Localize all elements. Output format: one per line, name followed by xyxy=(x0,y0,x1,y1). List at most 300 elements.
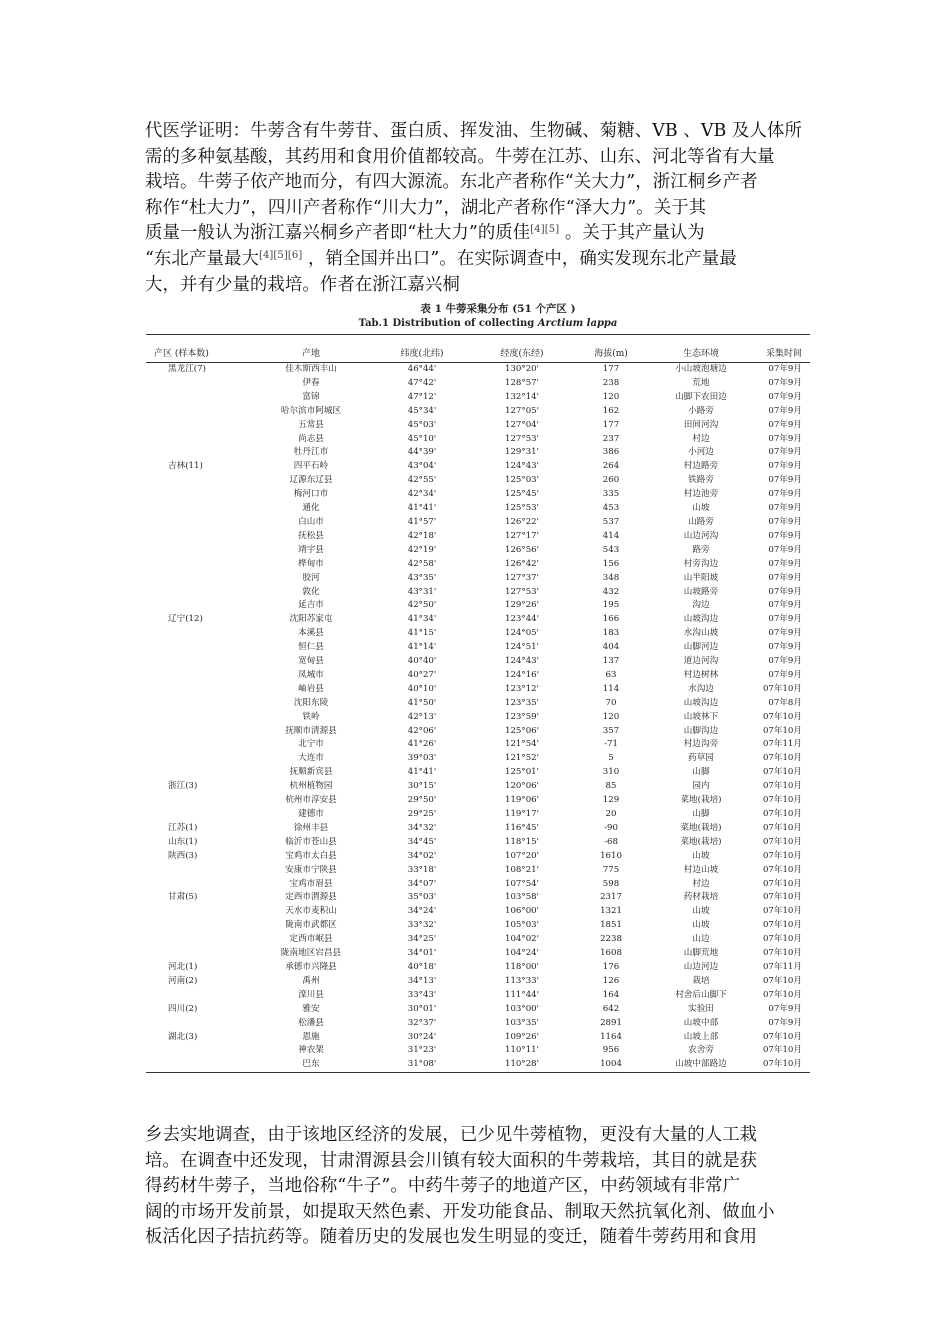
body-paragraph-top xyxy=(145,119,810,298)
cell-time: 07年9月 xyxy=(768,669,802,680)
table-caption-species: Arctium lappa xyxy=(537,318,618,329)
cell-altitude: 1851 xyxy=(600,920,622,931)
cell-altitude: 85 xyxy=(605,781,617,792)
cell-time: 07年9月 xyxy=(768,364,802,374)
cell-place: 尚志县 xyxy=(298,433,324,444)
table-header-row xyxy=(146,335,810,363)
cell-altitude: 126 xyxy=(602,975,620,986)
cell-latitude: 41°26' xyxy=(407,739,437,750)
cell-habitat: 山坡中部路边 xyxy=(675,1059,727,1070)
cell-longitude: 123°12' xyxy=(505,683,539,694)
table-row xyxy=(146,933,810,947)
cell-longitude: 123°59' xyxy=(505,711,539,722)
cell-latitude: 40°10' xyxy=(407,683,437,694)
table-row xyxy=(146,641,810,655)
cell-longitude: 130°20' xyxy=(505,364,539,374)
cell-altitude: 543 xyxy=(602,544,620,555)
cell-latitude: 32°37' xyxy=(407,1017,437,1028)
cell-habitat: 药材栽培 xyxy=(683,892,719,903)
cell-altitude: 264 xyxy=(602,461,620,472)
cell-time: 07年9月 xyxy=(768,503,802,514)
cell-latitude: 30°01' xyxy=(407,1003,437,1014)
cell-region xyxy=(146,530,251,544)
cell-place: 松潘县 xyxy=(298,1017,324,1028)
cell-time: 07年10月 xyxy=(762,822,802,833)
cell-time: 07年9月 xyxy=(768,447,802,458)
cell-longitude: 109°26' xyxy=(505,1031,539,1042)
cell-latitude: 45°34' xyxy=(407,405,437,416)
table-row xyxy=(146,1058,810,1072)
cell-region xyxy=(146,725,251,739)
text-line: 栽培。牛蒡子依产地而分，有四大源流。东北产者称作“关大力”，浙江桐乡产者 xyxy=(145,172,758,193)
cell-place: 临沂市苍山县 xyxy=(285,836,337,847)
cell-region xyxy=(146,391,251,405)
cell-latitude: 45°10' xyxy=(407,433,437,444)
table-row xyxy=(146,363,810,377)
cell-longitude: 116°45' xyxy=(505,822,539,833)
cell-latitude: 34°24' xyxy=(407,906,437,917)
cell-longitude: 127°53' xyxy=(505,586,539,597)
table-row xyxy=(146,558,810,572)
cell-altitude: 310 xyxy=(602,767,620,778)
table-row xyxy=(146,738,810,752)
cell-time: 07年10月 xyxy=(762,711,802,722)
cell-region xyxy=(146,405,251,419)
table-row xyxy=(146,446,810,460)
cell-place: 桦甸市 xyxy=(298,558,324,569)
cell-time: 07年10月 xyxy=(762,753,802,764)
table-row xyxy=(146,433,810,447)
cell-habitat: 菜地(栽培) xyxy=(680,795,722,806)
cell-region: 吉林(11) xyxy=(168,461,203,472)
cell-latitude: 42°13' xyxy=(407,711,437,722)
cell-time: 07年10月 xyxy=(762,850,802,861)
cell-longitude: 113°33' xyxy=(505,975,539,986)
table-caption-en xyxy=(166,317,810,334)
cell-time: 07年9月 xyxy=(768,628,802,639)
cell-place: 徐州丰县 xyxy=(293,822,329,833)
cell-region xyxy=(146,919,251,933)
cell-latitude: 47°42' xyxy=(407,377,437,388)
cell-longitude: 103°58' xyxy=(505,892,539,903)
cell-latitude: 45°03' xyxy=(407,419,437,430)
cell-habitat: 山坡中部 xyxy=(683,1017,719,1028)
table-row xyxy=(146,919,810,933)
citation-ref: [4][5] xyxy=(530,224,560,236)
table-row xyxy=(146,474,810,488)
cell-latitude: 42°19' xyxy=(407,544,437,555)
cell-place: 北宁市 xyxy=(298,739,324,750)
cell-time: 07年10月 xyxy=(762,836,802,847)
cell-region: 湖北(3) xyxy=(168,1031,198,1042)
cell-time: 07年11月 xyxy=(762,961,802,972)
cell-place: 梅河口市 xyxy=(293,489,329,500)
cell-habitat: 菜地(栽培) xyxy=(680,836,722,847)
cell-place: 定西市岷县 xyxy=(289,934,333,945)
text-line: 培。在调查中还发现，甘肃渭源县会川镇有较大面积的牛蒡栽培，其目的就是获 xyxy=(145,1150,758,1171)
cell-altitude: -68 xyxy=(604,836,618,847)
cell-region xyxy=(146,794,251,808)
cell-time: 07年9月 xyxy=(768,516,802,527)
table-row xyxy=(146,766,810,780)
cell-longitude: 123°35' xyxy=(505,697,539,708)
cell-region xyxy=(146,1044,251,1058)
cell-latitude: 41°57' xyxy=(407,516,437,527)
col-header-region: 产区 (样本数) xyxy=(154,349,209,359)
cell-time: 07年10月 xyxy=(762,1059,802,1070)
cell-habitat: 铁路旁 xyxy=(688,475,714,486)
cell-latitude: 30°15' xyxy=(407,781,437,792)
cell-time: 07年9月 xyxy=(768,544,802,555)
cell-region: 甘肃(5) xyxy=(168,892,198,903)
col-header-time: 采集时间 xyxy=(765,349,802,359)
cell-habitat: 小路旁 xyxy=(688,405,714,416)
cell-time: 07年10月 xyxy=(762,1045,802,1056)
cell-latitude: 34°25' xyxy=(407,934,437,945)
table-row xyxy=(146,405,810,419)
cell-longitude: 111°44' xyxy=(505,989,539,1000)
cell-region xyxy=(146,697,251,711)
cell-habitat: 村边山坡 xyxy=(683,864,719,875)
cell-region xyxy=(146,474,251,488)
cell-region: 陕西(3) xyxy=(168,850,198,861)
cell-altitude: 237 xyxy=(602,433,620,444)
cell-time: 07年10月 xyxy=(762,767,802,778)
cell-altitude: 1321 xyxy=(600,906,622,917)
table-row xyxy=(146,502,810,516)
cell-place: 佳木斯西丰山 xyxy=(285,364,337,374)
text-line: ，销全国并出口”。在实际调查中，确实发现东北产量最 xyxy=(302,248,737,269)
cell-time: 07年9月 xyxy=(768,642,802,653)
cell-time: 07年9月 xyxy=(768,433,802,444)
cell-longitude: 128°57' xyxy=(505,377,539,388)
cell-place: 滦川县 xyxy=(298,989,324,1000)
cell-region xyxy=(146,419,251,433)
table-row xyxy=(146,836,810,850)
cell-latitude: 42°18' xyxy=(407,530,437,541)
cell-longitude: 125°03' xyxy=(505,475,539,486)
cell-region: 黑龙江(7) xyxy=(168,364,206,374)
cell-latitude: 33°32' xyxy=(407,920,437,931)
cell-habitat: 村舍后山脚下 xyxy=(675,989,727,1000)
cell-time: 07年10月 xyxy=(762,892,802,903)
cell-latitude: 34°13' xyxy=(407,975,437,986)
cell-place: 宽甸县 xyxy=(298,656,324,667)
cell-habitat: 道边河沟 xyxy=(683,656,719,667)
cell-place: 陇南市武都区 xyxy=(285,920,337,931)
cell-longitude: 127°53' xyxy=(505,433,539,444)
cell-latitude: 33°18' xyxy=(407,864,437,875)
cell-longitude: 127°04' xyxy=(505,419,539,430)
cell-habitat: 山边河沟 xyxy=(683,530,719,541)
cell-region xyxy=(146,752,251,766)
citation-ref: [4][5][6] xyxy=(258,249,303,261)
cell-altitude: 956 xyxy=(602,1045,620,1056)
table-row xyxy=(146,822,810,836)
cell-longitude: 110°11' xyxy=(505,1045,539,1056)
cell-region: 山东(1) xyxy=(168,836,198,847)
cell-altitude: 114 xyxy=(602,683,620,694)
cell-longitude: 119°06' xyxy=(505,795,539,806)
cell-place: 白山市 xyxy=(298,516,324,527)
cell-altitude: -71 xyxy=(604,739,618,750)
cell-place: 富锦 xyxy=(302,391,320,402)
cell-latitude: 31°08' xyxy=(407,1059,437,1070)
cell-time: 07年9月 xyxy=(768,656,802,667)
cell-habitat: 山坡 xyxy=(692,920,710,931)
table-row xyxy=(146,961,810,975)
cell-longitude: 126°22' xyxy=(505,516,539,527)
cell-habitat: 水沟边 xyxy=(688,683,714,694)
cell-longitude: 105°03' xyxy=(505,920,539,931)
cell-latitude: 47°12' xyxy=(407,391,437,402)
cell-place: 抚松县 xyxy=(298,530,324,541)
cell-latitude: 44°39' xyxy=(407,447,437,458)
cell-time: 07年10月 xyxy=(762,795,802,806)
table-row xyxy=(146,947,810,961)
cell-latitude: 42°06' xyxy=(407,725,437,736)
cell-time: 07年10月 xyxy=(762,781,802,792)
cell-region xyxy=(146,1017,251,1031)
table-row xyxy=(146,697,810,711)
cell-longitude: 118°00' xyxy=(505,961,539,972)
table-row xyxy=(146,488,810,502)
table-row xyxy=(146,794,810,808)
cell-place: 杭州市淳安县 xyxy=(285,795,337,806)
cell-altitude: -90 xyxy=(604,822,618,833)
cell-region xyxy=(146,905,251,919)
cell-time: 07年9月 xyxy=(768,600,802,611)
cell-latitude: 41°15' xyxy=(407,628,437,639)
cell-altitude: 642 xyxy=(602,1003,620,1014)
table-row xyxy=(146,544,810,558)
cell-latitude: 40°40' xyxy=(407,656,437,667)
cell-time: 07年10月 xyxy=(762,683,802,694)
cell-time: 07年9月 xyxy=(768,405,802,416)
table-row xyxy=(146,752,810,766)
cell-time: 07年9月 xyxy=(768,489,802,500)
cell-longitude: 107°54' xyxy=(505,878,539,889)
table-row xyxy=(146,530,810,544)
cell-time: 07年9月 xyxy=(768,530,802,541)
cell-region xyxy=(146,446,251,460)
cell-longitude: 110°28' xyxy=(505,1059,539,1070)
cell-longitude: 127°17' xyxy=(505,530,539,541)
cell-place: 敦化 xyxy=(302,586,320,597)
cell-habitat: 山坡沟边 xyxy=(683,697,719,708)
cell-habitat: 实验田 xyxy=(688,1003,714,1014)
cell-place: 五常县 xyxy=(298,419,324,430)
table-row xyxy=(146,683,810,697)
table-row xyxy=(146,599,810,613)
cell-habitat: 山坡路旁 xyxy=(683,586,719,597)
cell-place: 大连市 xyxy=(298,753,324,764)
table-row xyxy=(146,780,810,794)
cell-place: 凤城市 xyxy=(298,669,324,680)
table-row xyxy=(146,711,810,725)
table-row xyxy=(146,391,810,405)
cell-longitude: 120°06' xyxy=(505,781,539,792)
table-row xyxy=(146,627,810,641)
cell-altitude: 166 xyxy=(602,614,620,625)
cell-altitude: 1608 xyxy=(600,948,622,959)
cell-place: 哈尔滨市阿城区 xyxy=(280,405,342,416)
cell-time: 07年10月 xyxy=(762,920,802,931)
cell-altitude: 238 xyxy=(602,377,620,388)
cell-region xyxy=(146,878,251,892)
text-line: “东北产量最大 xyxy=(145,248,259,269)
cell-habitat: 山路旁 xyxy=(688,516,714,527)
cell-altitude: 598 xyxy=(602,878,620,889)
col-header-longitude: 经度(东经) xyxy=(500,349,544,359)
cell-region xyxy=(146,655,251,669)
text-line: 需的多种氨基酸，其药用和食用价值都较高。牛蒡在江苏、山东、河北等省有大量 xyxy=(145,146,775,167)
cell-altitude: 1004 xyxy=(600,1059,622,1070)
cell-time: 07年10月 xyxy=(762,934,802,945)
table-caption-en-prefix: Tab.1 Distribution of collecting xyxy=(358,318,538,329)
cell-longitude: 121°52' xyxy=(505,753,539,764)
text-line: 称作“杜大力”，四川产者称作“川大力”，湖北产者称作“泽大力”。关于其 xyxy=(145,197,707,218)
cell-longitude: 124°43' xyxy=(505,461,539,472)
cell-longitude: 125°45' xyxy=(505,489,539,500)
distribution-table-block xyxy=(146,302,810,1073)
cell-time: 07年9月 xyxy=(768,461,802,472)
cell-altitude: 70 xyxy=(605,697,617,708)
cell-altitude: 453 xyxy=(602,503,620,514)
cell-altitude: 2891 xyxy=(600,1017,622,1028)
cell-longitude: 119°17' xyxy=(505,809,539,819)
cell-latitude: 40°18' xyxy=(407,961,437,972)
cell-habitat: 山脚下农田边 xyxy=(675,391,727,402)
distribution-table xyxy=(146,334,810,1073)
cell-region xyxy=(146,766,251,780)
cell-region xyxy=(146,544,251,558)
cell-longitude: 124°43' xyxy=(505,656,539,667)
cell-habitat: 村旁沟边 xyxy=(683,558,719,569)
cell-place: 安康市宁陕县 xyxy=(285,864,337,875)
cell-time: 07年10月 xyxy=(762,878,802,889)
cell-region xyxy=(146,864,251,878)
cell-latitude: 34°02' xyxy=(407,850,437,861)
cell-altitude: 1610 xyxy=(600,850,622,861)
cell-time: 07年10月 xyxy=(762,1031,802,1042)
cell-habitat: 山脚 xyxy=(692,809,710,819)
cell-habitat: 山脚荒地 xyxy=(683,948,719,959)
cell-place: 抚顺新宾县 xyxy=(289,767,333,778)
cell-region xyxy=(146,933,251,947)
cell-habitat: 山坡 xyxy=(692,906,710,917)
table-row xyxy=(146,725,810,739)
cell-habitat: 村边池旁 xyxy=(683,489,719,500)
cell-time: 07年10月 xyxy=(762,989,802,1000)
cell-latitude: 41°14' xyxy=(407,642,437,653)
cell-place: 禹州 xyxy=(302,975,320,986)
table-row xyxy=(146,975,810,989)
cell-altitude: 2317 xyxy=(600,892,622,903)
cell-place: 恩施 xyxy=(302,1031,320,1042)
cell-region xyxy=(146,989,251,1003)
cell-longitude: 129°26' xyxy=(505,600,539,611)
cell-latitude: 33°43' xyxy=(407,989,437,1000)
cell-region xyxy=(146,558,251,572)
cell-longitude: 104°02' xyxy=(505,934,539,945)
cell-habitat: 山脚河边 xyxy=(683,642,719,653)
cell-habitat: 路旁 xyxy=(692,544,710,555)
cell-habitat: 村边路旁 xyxy=(683,461,719,472)
cell-time: 07年10月 xyxy=(762,725,802,736)
cell-place: 杭州植物园 xyxy=(289,781,333,792)
cell-habitat: 田间河沟 xyxy=(683,419,719,430)
cell-place: 雅安 xyxy=(302,1003,320,1014)
cell-longitude: 123°44' xyxy=(505,614,539,625)
cell-habitat: 山脚 xyxy=(692,767,710,778)
cell-latitude: 39°03' xyxy=(407,753,437,764)
cell-place: 宝鸡市眉县 xyxy=(289,878,333,889)
table-row xyxy=(146,613,810,627)
cell-place: 靖宇县 xyxy=(298,544,324,555)
table-row xyxy=(146,1003,810,1017)
cell-region xyxy=(146,627,251,641)
cell-habitat: 菜地(栽培) xyxy=(680,822,722,833)
cell-region: 浙江(3) xyxy=(168,781,198,792)
cell-altitude: 137 xyxy=(602,656,620,667)
cell-place: 陇南地区宕昌县 xyxy=(280,948,342,959)
cell-place: 承德市兴隆县 xyxy=(285,961,337,972)
cell-latitude: 46°44' xyxy=(407,364,437,374)
cell-place: 建德市 xyxy=(298,809,324,819)
cell-place: 岫岩县 xyxy=(298,683,324,694)
cell-altitude: 177 xyxy=(602,364,620,374)
cell-region xyxy=(146,599,251,613)
cell-region: 河南(2) xyxy=(168,975,198,986)
cell-altitude: 404 xyxy=(602,642,620,653)
cell-altitude: 357 xyxy=(602,725,620,736)
table-row xyxy=(146,808,810,822)
cell-longitude: 108°21' xyxy=(505,864,539,875)
table-row xyxy=(146,516,810,530)
cell-habitat: 园内 xyxy=(692,781,710,792)
cell-region: 江苏(1) xyxy=(168,822,198,833)
cell-longitude: 129°31' xyxy=(505,447,539,458)
cell-latitude: 43°35' xyxy=(407,572,437,583)
table-row xyxy=(146,377,810,391)
cell-latitude: 34°01' xyxy=(407,948,437,959)
text-line: 阔的市场开发前景，如提取天然色素、开发功能食品、制取天然抗氧化剂、做血小 xyxy=(145,1201,775,1222)
cell-region xyxy=(146,433,251,447)
cell-habitat: 水沟山坡 xyxy=(683,628,719,639)
cell-latitude: 41°34' xyxy=(407,614,437,625)
cell-habitat: 山边河边 xyxy=(683,961,719,972)
cell-place: 胶河 xyxy=(302,572,320,583)
cell-longitude: 107°20' xyxy=(505,850,539,861)
cell-habitat: 山坡 xyxy=(692,850,710,861)
cell-altitude: 5 xyxy=(608,753,614,764)
table-row xyxy=(146,905,810,919)
cell-altitude: 432 xyxy=(602,586,620,597)
cell-latitude: 34°07' xyxy=(407,878,437,889)
cell-place: 四平石岭 xyxy=(293,461,329,472)
cell-altitude: 414 xyxy=(602,530,620,541)
cell-time: 07年10月 xyxy=(762,975,802,986)
cell-region xyxy=(146,1058,251,1072)
text-line: 质量一般认为浙江嘉兴桐乡产者即“杜大力”的质佳 xyxy=(145,223,531,244)
cell-altitude: 20 xyxy=(605,809,617,819)
cell-altitude: 537 xyxy=(602,516,620,527)
cell-time: 07年10月 xyxy=(762,948,802,959)
table-row xyxy=(146,989,810,1003)
body-paragraph-bottom xyxy=(145,1123,810,1251)
cell-altitude: 129 xyxy=(602,795,620,806)
